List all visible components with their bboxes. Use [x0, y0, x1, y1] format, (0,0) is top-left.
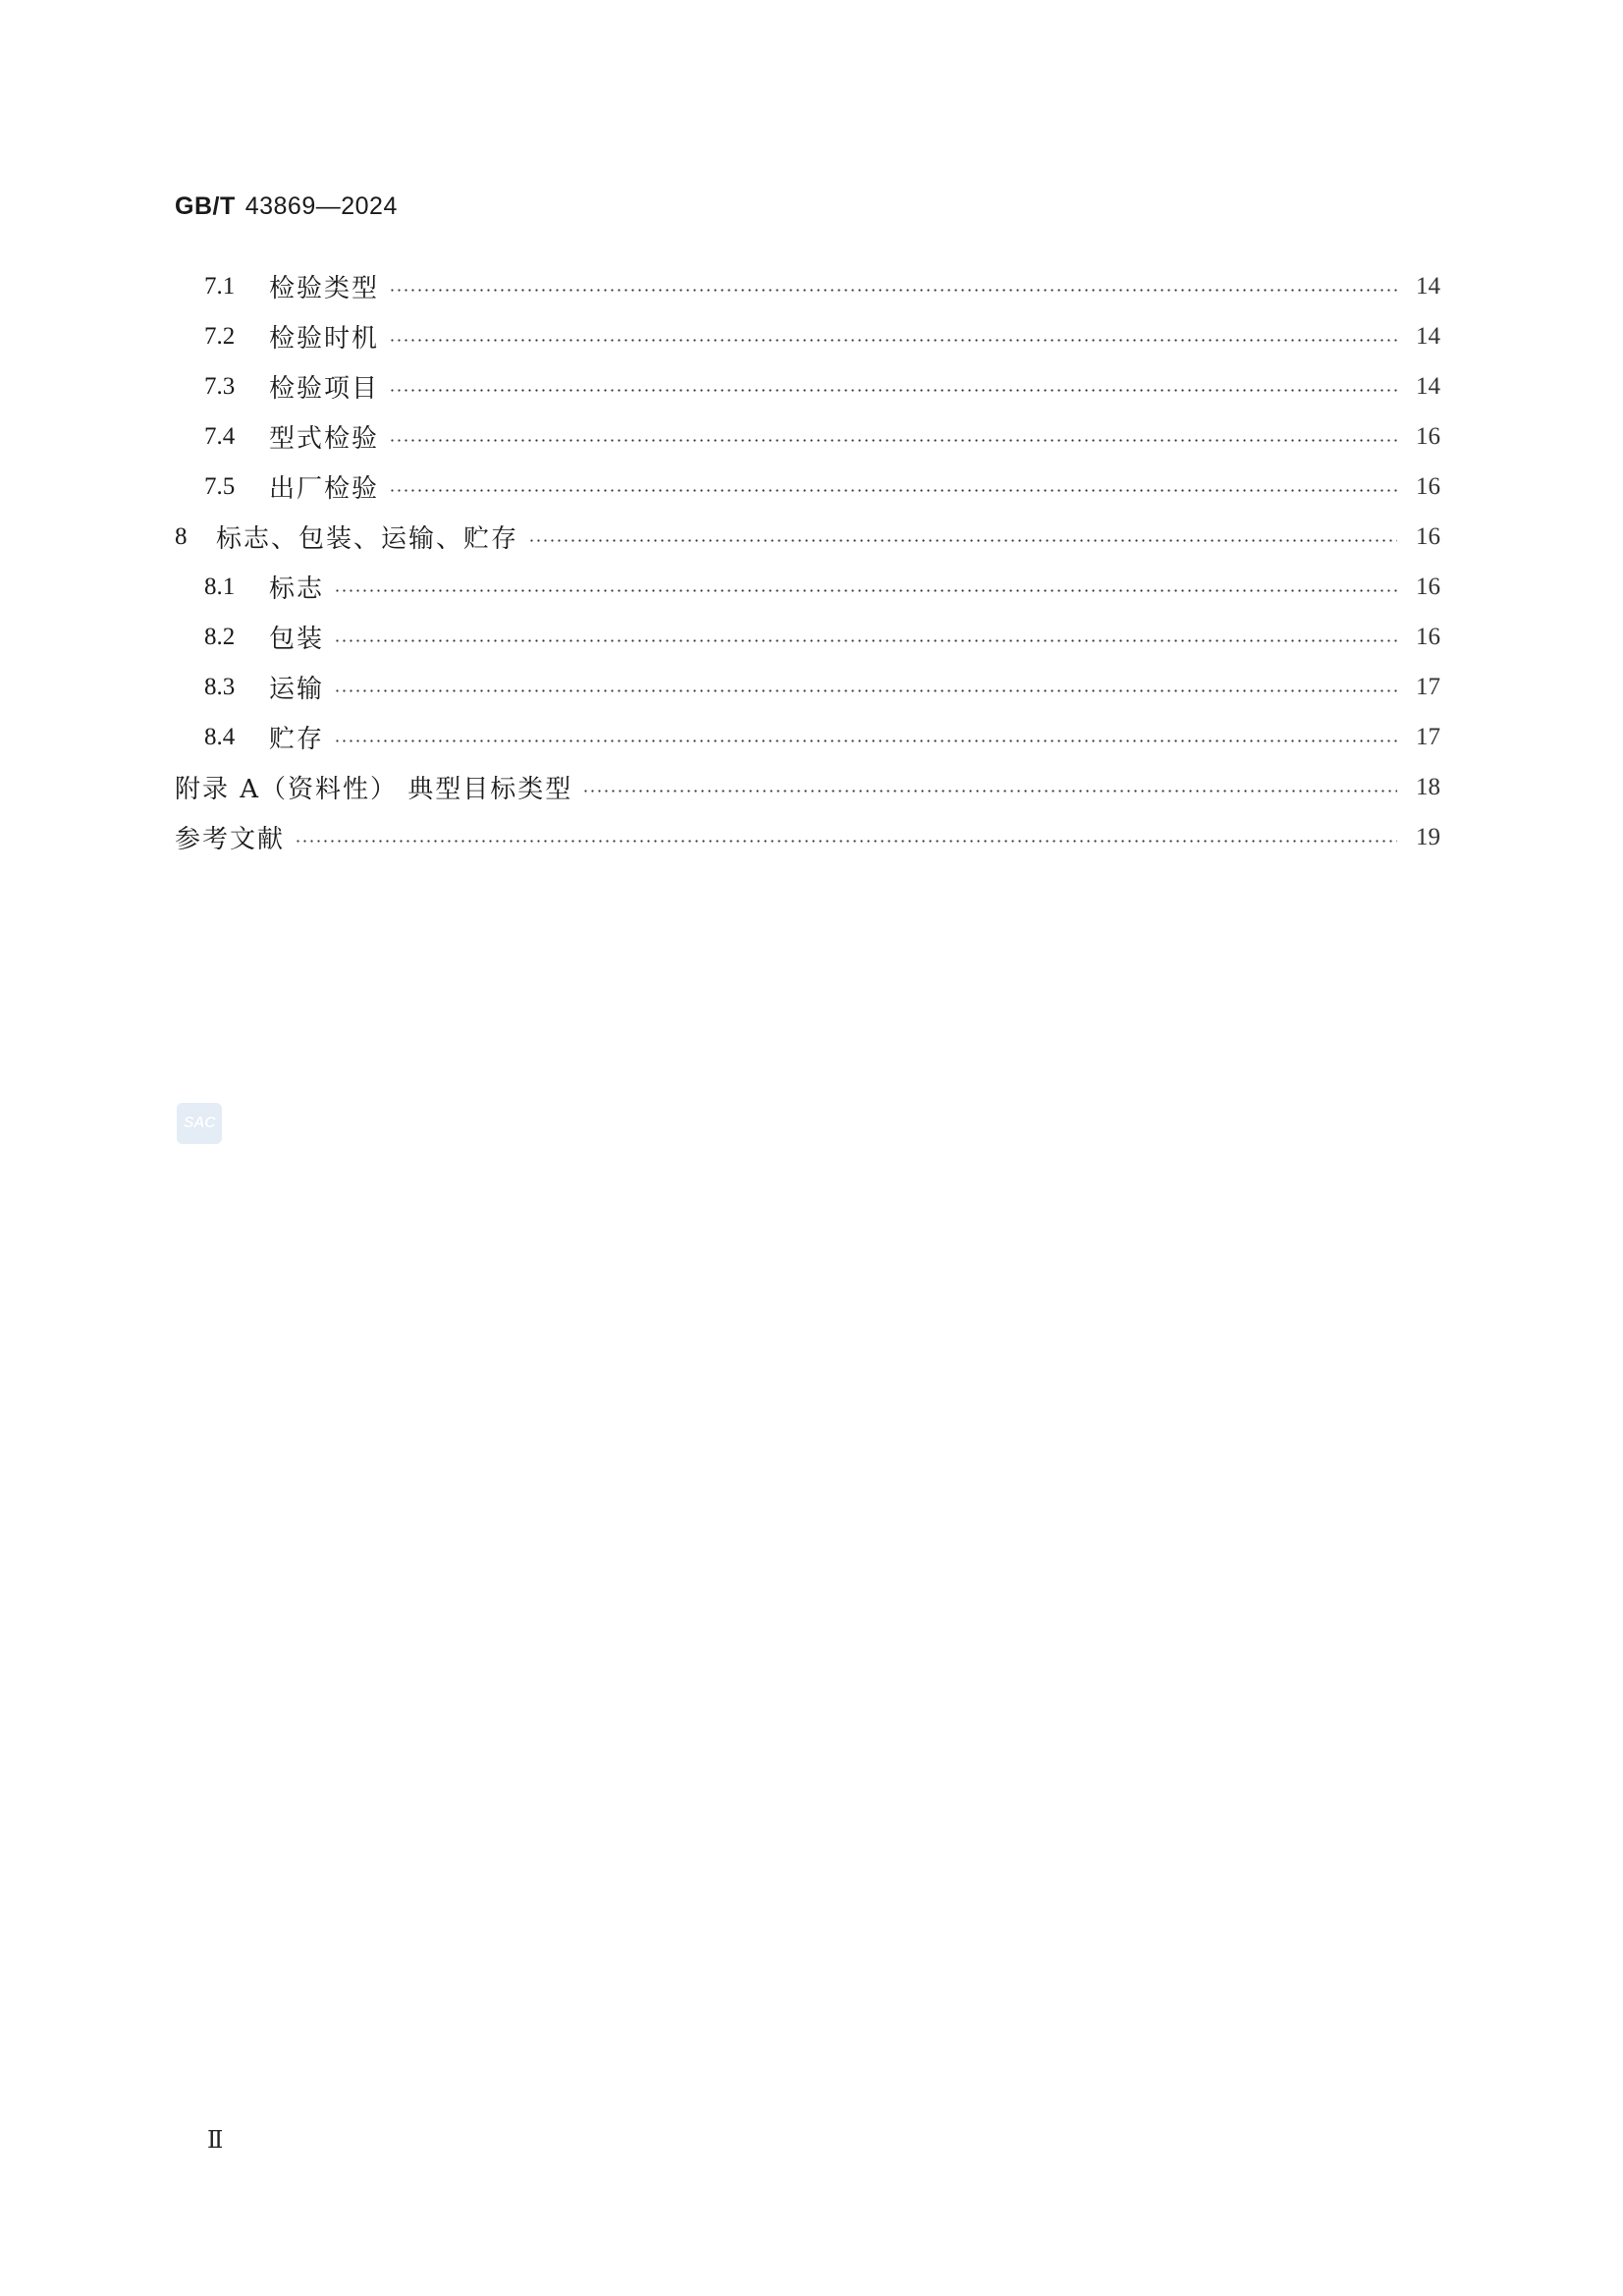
toc-entry[interactable]	[175, 512, 1440, 562]
toc-entry-number: 7.5	[204, 472, 236, 500]
toc-entry-page: 16	[1416, 522, 1440, 550]
toc-entry-page: 16	[1416, 422, 1440, 450]
toc-dot-leader	[389, 289, 1397, 292]
toc-entry-number: 7.1	[204, 272, 236, 300]
sac-watermark-logo	[177, 1103, 222, 1144]
toc-dot-leader	[334, 689, 1397, 692]
standard-header	[175, 192, 398, 221]
toc-entry-number: 8.4	[204, 723, 236, 750]
toc-dot-leader	[389, 339, 1397, 342]
toc-entry-page: 19	[1416, 823, 1440, 850]
toc-entry-title: 检验时机	[269, 324, 380, 354]
table-of-contents	[175, 261, 1440, 862]
toc-entry-page: 16	[1416, 573, 1440, 600]
toc-entry-page: 14	[1416, 372, 1440, 400]
toc-entry-page: 16	[1416, 472, 1440, 500]
toc-dot-leader	[334, 589, 1397, 592]
toc-entry-page: 14	[1416, 322, 1440, 350]
toc-entry[interactable]	[175, 562, 1440, 612]
toc-entry-page: 17	[1416, 673, 1440, 700]
toc-dot-leader	[334, 739, 1397, 742]
toc-dot-leader	[389, 439, 1397, 442]
toc-entry-title: 标志	[269, 574, 325, 604]
toc-entry-number: 7.2	[204, 322, 236, 350]
toc-entry-title: 包装	[269, 625, 325, 654]
toc-dot-leader	[582, 790, 1397, 793]
page-number: Ⅱ	[207, 2128, 224, 2154]
toc-entry[interactable]	[175, 712, 1440, 762]
sac-watermark-text: SAC	[183, 1115, 216, 1131]
toc-entry-title: 型式检验	[269, 424, 380, 454]
toc-entry-number: 8.2	[204, 623, 236, 650]
toc-entry[interactable]	[175, 411, 1440, 462]
toc-entry-page: 16	[1416, 623, 1440, 650]
toc-entry[interactable]	[175, 311, 1440, 361]
toc-entry-title: 检验类型	[269, 274, 380, 303]
toc-entry-title: 附录 A（资料性） 典型目标类型	[175, 775, 573, 804]
toc-entry-number: 8.1	[204, 573, 236, 600]
toc-entry-number: 8	[175, 522, 188, 550]
toc-entry[interactable]	[175, 462, 1440, 512]
toc-entry[interactable]	[175, 662, 1440, 712]
toc-entry-title: 运输	[269, 675, 325, 704]
toc-dot-leader	[528, 539, 1397, 542]
toc-dot-leader	[389, 389, 1397, 392]
toc-entry[interactable]	[175, 261, 1440, 311]
toc-entry[interactable]	[175, 361, 1440, 411]
toc-entry[interactable]	[175, 812, 1440, 862]
toc-entry-page: 14	[1416, 272, 1440, 300]
toc-entry-title: 检验项目	[269, 374, 380, 404]
standard-number: 43869—2024	[244, 192, 398, 220]
toc-entry[interactable]	[175, 762, 1440, 812]
toc-entry-title: 参考文献	[175, 825, 286, 854]
toc-entry[interactable]	[175, 612, 1440, 662]
toc-entry-number: 7.4	[204, 422, 236, 450]
toc-entry-page: 18	[1416, 773, 1440, 800]
toc-entry-title: 贮存	[269, 725, 325, 754]
toc-dot-leader	[334, 639, 1397, 642]
toc-dot-leader	[295, 840, 1397, 843]
toc-dot-leader	[389, 489, 1397, 492]
toc-entry-title: 标志、包装、运输、贮存	[216, 524, 519, 554]
standard-code: GB/T	[175, 192, 236, 220]
toc-entry-number: 7.3	[204, 372, 236, 400]
toc-entry-number: 8.3	[204, 673, 236, 700]
toc-entry-title: 出厂检验	[269, 474, 380, 504]
toc-entry-page: 17	[1416, 723, 1440, 750]
